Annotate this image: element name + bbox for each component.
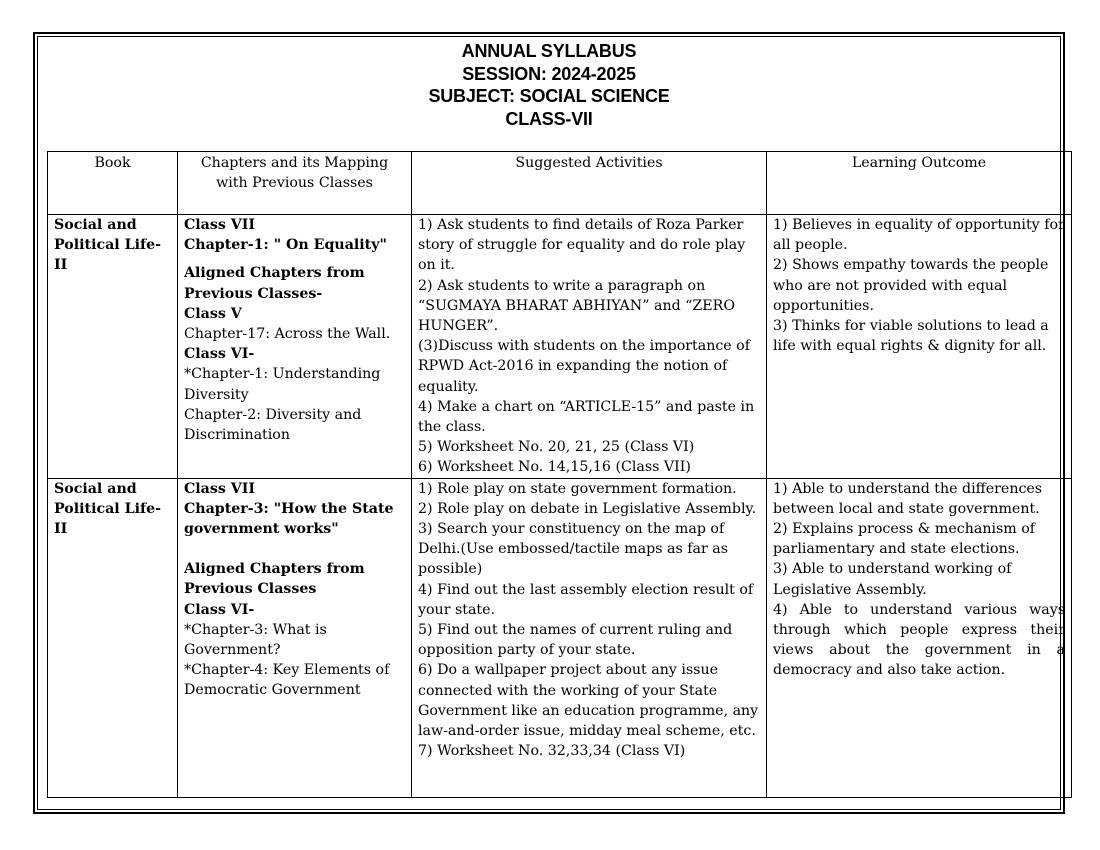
activity-item: 6) Worksheet No. 14,15,16 (Class VII) [418, 459, 691, 476]
activities-cell [412, 478, 767, 797]
header-title: ANNUAL SYLLABUS [461, 41, 637, 61]
outcome-cell [767, 215, 1072, 479]
book-cell [48, 478, 178, 797]
header-subject: SUBJECT: SOCIAL SCIENCE [428, 86, 670, 106]
outcome-item: 3) Thinks for viable solutions to lead a life with equal rights & dignity for all. [773, 318, 1049, 355]
table-row [48, 478, 1072, 797]
column-header-activities: Suggested Activities [412, 152, 767, 215]
outcome-item: 2) Shows empathy towards the people who are not provided with equal opportunities. [773, 257, 1049, 314]
column-header-book: Book [48, 152, 178, 215]
previous-chapter: *Chapter-4: Key Elements of Democratic Government [184, 662, 390, 699]
book-name: Social and Political Life-II [54, 480, 162, 538]
activity-item: 2) Role play on debate in Legislative Assembly. [418, 500, 757, 517]
chapter-title: Chapter-1: " On Equality" [184, 237, 387, 254]
book-name: Social and Political Life-II [54, 217, 162, 274]
spacer [184, 539, 405, 559]
header-session: SESSION: 2024-2025 [462, 63, 636, 84]
outcome-item: 2) Explains process & mechanism of parliamentary and state elections. [773, 521, 1036, 558]
class-label: Class VII [184, 217, 256, 233]
previous-chapter: *Chapter-3: What is Government? [184, 621, 327, 659]
activity-item: 5) Find out the names of current ruling and opposition party of your state. [418, 622, 733, 659]
previous-chapter: *Chapter-1: Understanding Diversity [184, 366, 381, 403]
chapter-mapping-cell [178, 215, 412, 479]
syllabus-table [47, 151, 1072, 798]
outcome-item: 4) Able to understand various ways through which people express their views about the government in a democracy and also take action. [773, 601, 1065, 679]
outcome-item: 1) Believes in equality of opportunity for all people. [773, 217, 1065, 254]
aligned-chapters-heading: Aligned Chapters from Previous Classes [184, 561, 365, 598]
table-row [48, 215, 1072, 479]
activity-item: 5) Worksheet No. 20, 21, 25 (Class VI) [418, 439, 695, 456]
activity-item: 3) Search your constituency on the map of Delhi.(Use embossed/tactile maps as far as possible) [418, 521, 729, 578]
activity-item: 4) Find out the last assembly election result of your state. [418, 581, 754, 618]
table-header-row [48, 152, 1072, 215]
activity-item: 6) Do a wallpaper project about any issue connected with the working of your State Government like an education programme, any law-and-order issue, midday meal scheme, etc. [418, 662, 759, 740]
book-cell [48, 215, 178, 479]
aligned-chapters-heading: Aligned Chapters from Previous Classes- [184, 265, 365, 302]
class-label: Class VII [184, 480, 256, 497]
previous-chapter: Chapter-17: Across the Wall. [184, 326, 391, 343]
column-header-chapters: Chapters and its Mapping with Previous Classes [178, 152, 412, 215]
activities-cell [412, 215, 767, 479]
activity-item: 2) Ask students to write a paragraph on “SUGMAYA BHARAT ABHIYAN” and “ZERO HUNGER”. [418, 277, 735, 335]
document-header [37, 40, 1061, 130]
chapter-title: Chapter-3: "How the State government works" [184, 500, 394, 538]
previous-class-label: Class V [184, 305, 242, 322]
previous-class-label: Class VI- [184, 601, 255, 618]
activity-item: 4) Make a chart on “ARTICLE-15” and paste in the class. [418, 398, 755, 436]
outcome-item: 1) Able to understand the differences between local and state government. [773, 480, 1043, 517]
activity-item: 1) Role play on state government formation. [418, 480, 737, 497]
outcome-cell [767, 478, 1072, 797]
previous-chapter: Chapter-2: Diversity and Discrimination [184, 406, 362, 444]
activity-item: (3)Discuss with students on the importance of RPWD Act-2016 in expanding the notion of equality. [418, 338, 750, 395]
header-class: CLASS-VII [505, 108, 593, 129]
column-header-outcome: Learning Outcome [767, 152, 1072, 215]
previous-class-label: Class VI- [184, 346, 255, 363]
activity-item: 1) Ask students to find details of Roza Parker story of struggle for equality and do role play on it. [418, 217, 746, 274]
chapter-mapping-cell [178, 478, 412, 797]
activity-item: 7) Worksheet No. 32,33,34 (Class VI) [418, 743, 686, 760]
outcome-item: 3) Able to understand working of Legislative Assembly. [773, 561, 1012, 598]
